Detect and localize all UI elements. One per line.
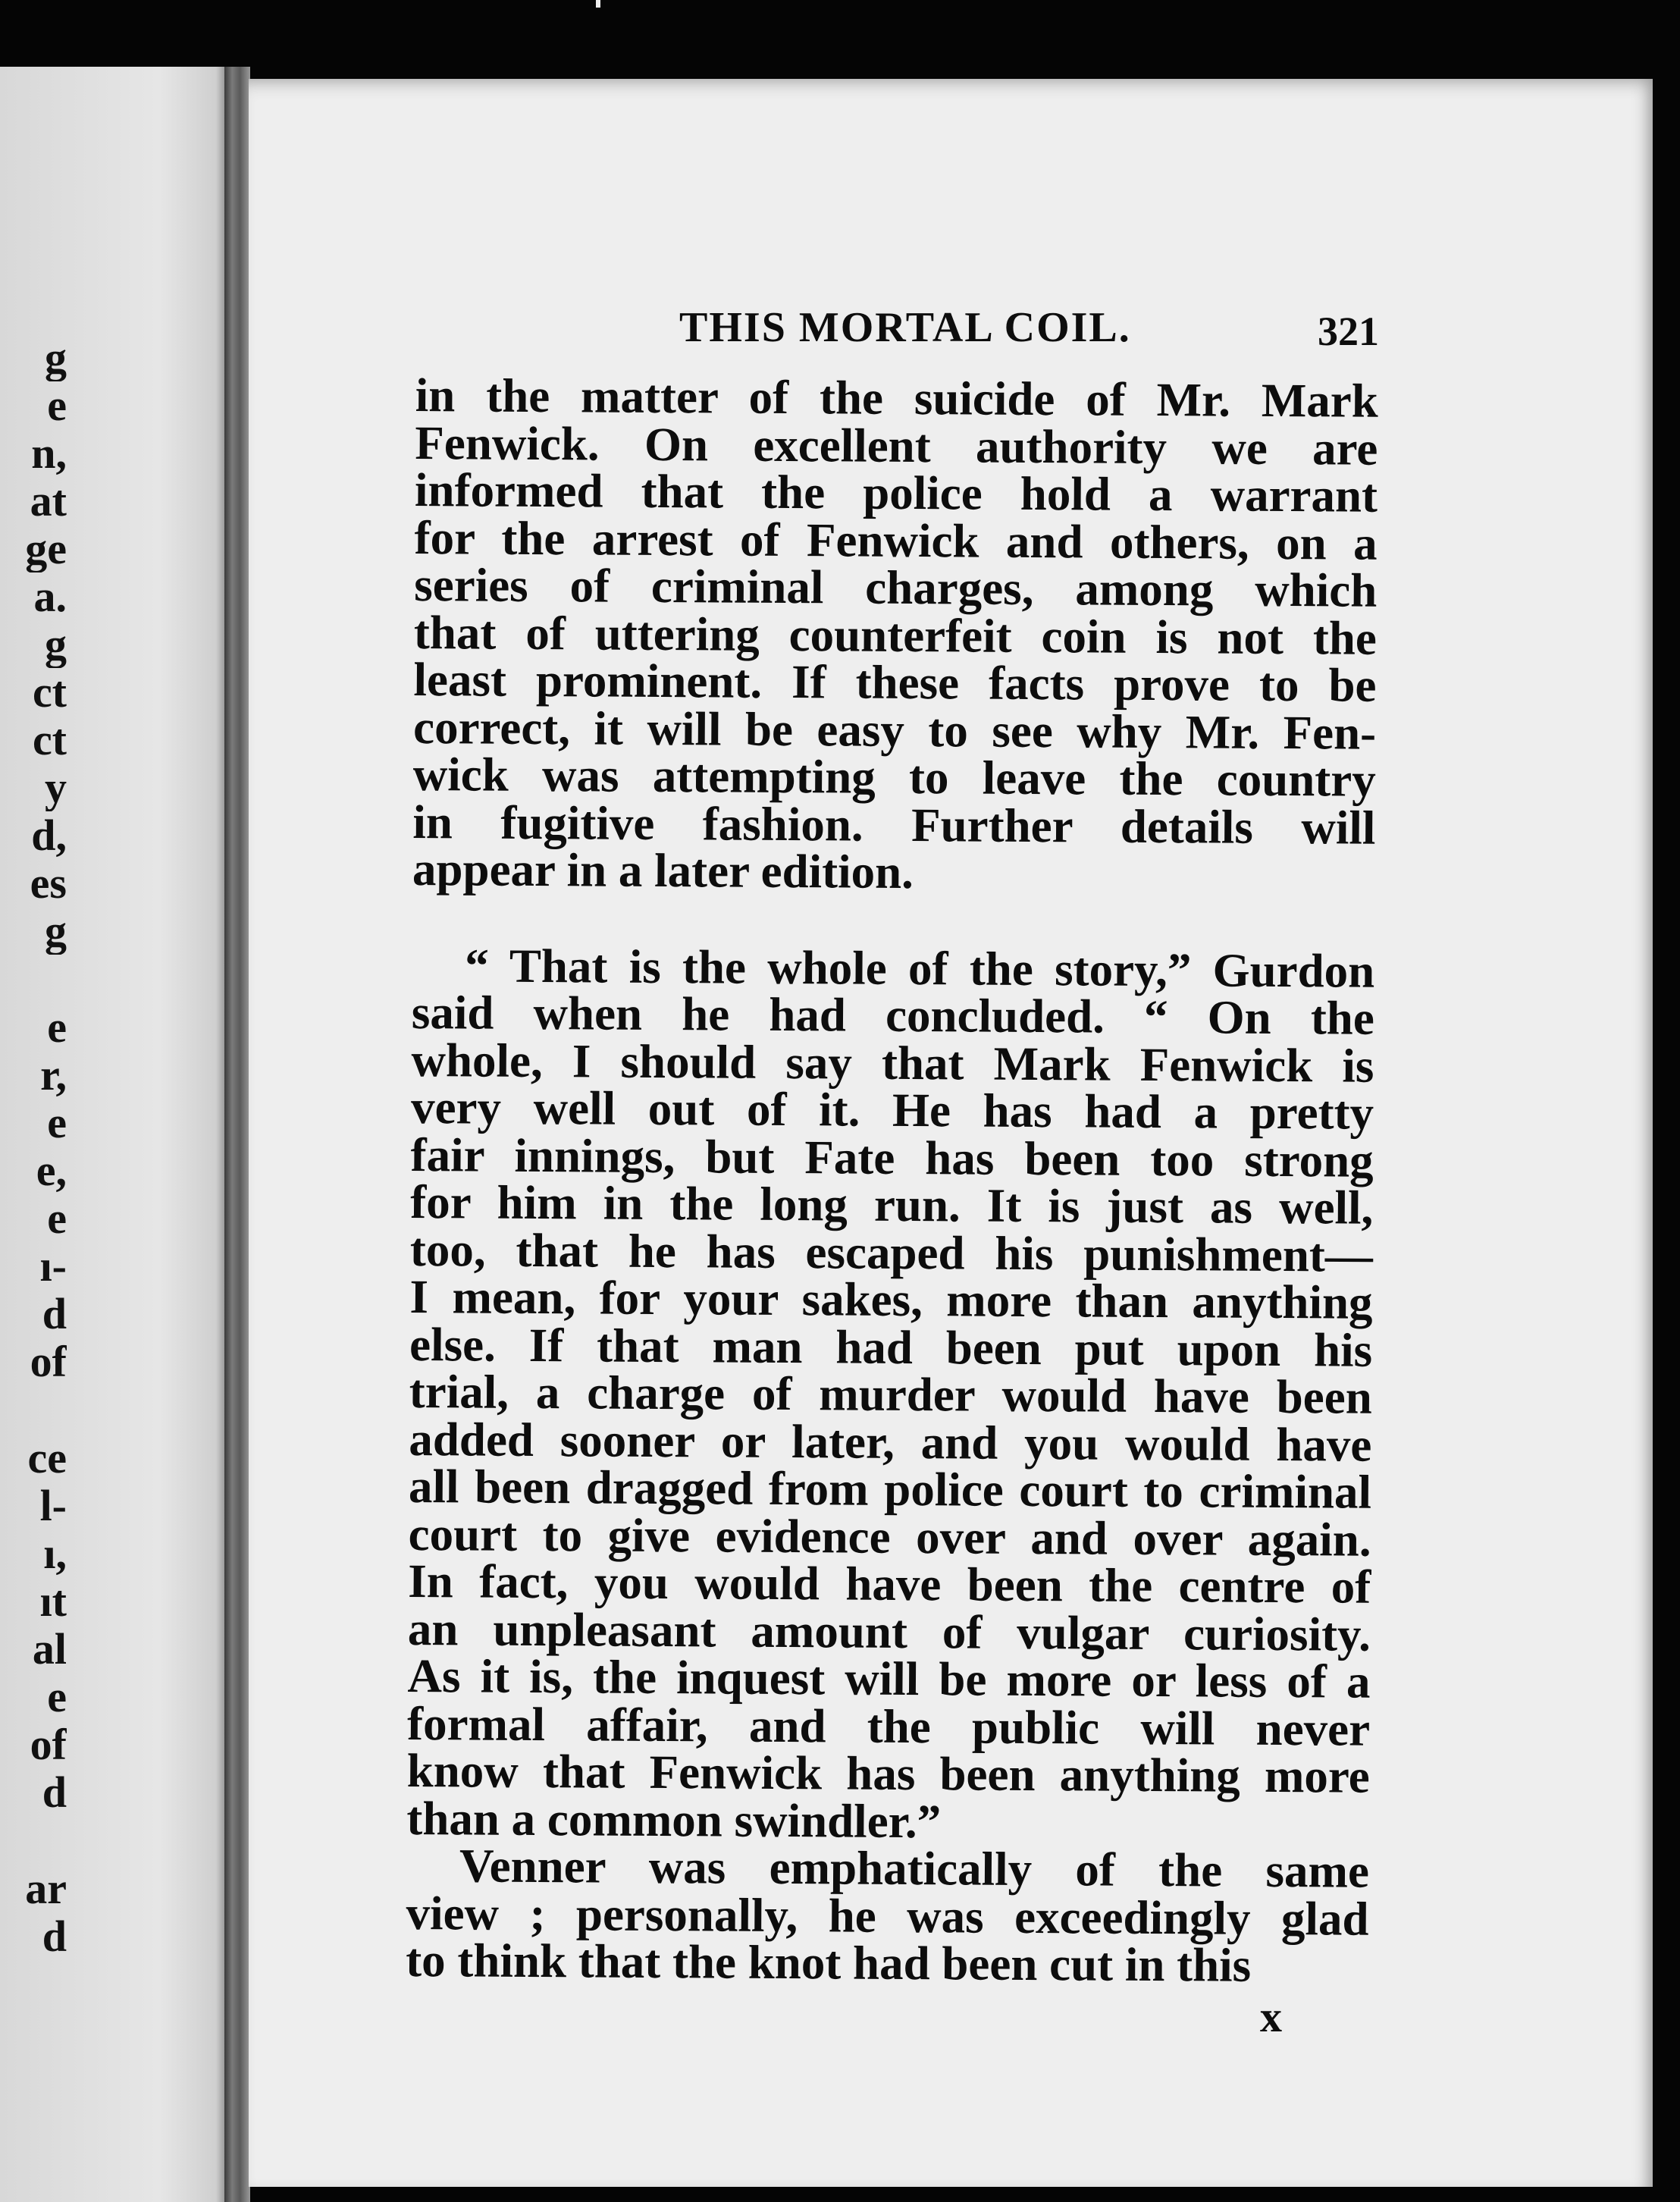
text-line: In fact, you would have been the centre of [408,1554,1371,1614]
left-page-fragment: of [30,1338,67,1385]
left-page-fragment: es [30,859,67,907]
running-head [425,303,1410,364]
text-line: else. If that man had been put upon his [409,1317,1373,1377]
text-line: fair innings, but Fate has been too strong [410,1128,1374,1187]
left-page-fragment: e [47,1673,67,1721]
text-line: for him in the long run. It is just as well, [410,1175,1374,1234]
text-line: for the arrest of Fenwick and others, on a [414,510,1378,570]
left-page-fragment: d [42,1912,67,1960]
text-line: court to give evidence over and over again. [408,1507,1371,1567]
left-page-fragment: at [30,477,67,525]
left-page-fragment: ı, [43,1529,67,1577]
left-page-fragment: r, [40,1051,67,1099]
page-number: 321 [1318,309,1379,354]
body-text [405,369,1379,1992]
book-gutter [224,67,250,2202]
left-page-fragment: of [30,1721,67,1768]
text-line: series of criminal charges, among which [414,557,1378,617]
left-page-fragment: g [45,907,67,955]
left-page-fragment: e [47,1003,67,1051]
text-line: trial, a charge of murder would have been [409,1364,1372,1424]
paragraph [412,369,1379,899]
left-page-fragment: y [45,764,67,811]
left-page-fragment: d [42,1768,67,1816]
left-page-fragment: e, [36,1146,67,1194]
text-line: informed that the police hold a warrant [414,463,1378,522]
text-line: all been dragged from police court to criminal [408,1459,1372,1519]
text-line: correct, it will be easy to see why Mr. Fen- [412,700,1377,760]
left-page-fragment: d [42,1290,67,1338]
text-line: to think that the knot had been cut in this [405,1933,1252,1992]
left-page-fragment [0,1816,67,1865]
text-line: very well out of it. He has had a pretty [410,1080,1374,1140]
text-line: least prominent. If these facts prove to be [413,652,1377,712]
left-page-fragment: g [45,334,67,381]
left-page-fragment: ct [32,668,67,716]
left-page-fragment: ct [32,716,67,764]
text-line: know that Fenwick has been anything more [406,1743,1370,1803]
signature-mark: x [1260,1992,1282,2041]
text-line: “ That is the whole of the story,” Gurdon [465,938,1375,998]
text-line: too, that he has escaped his punishment— [409,1222,1374,1282]
text-line: Fenwick. On excellent authority we are [415,416,1378,475]
text-line: appear in a later edition. [412,842,914,899]
left-page-fragment: a. [33,572,67,620]
left-page-fragment: ıt [39,1577,67,1625]
left-page-fragment: n, [31,429,67,477]
text-line: As it is, the inquest will be more or less of a [407,1648,1371,1708]
running-head-title: THIS MORTAL COIL. [679,304,1131,351]
paragraph [405,1839,1370,1992]
left-page-fragment: e [47,381,67,429]
text-line: whole, I should say that Mark Fenwick is [411,1033,1374,1093]
text-line: view ; personally, he was exceedingly glad [406,1886,1369,1946]
left-page-fragment: al [32,1625,67,1673]
text-line: that of uttering counterfeit coin is not the [413,605,1378,665]
left-page-fragment: l- [39,1482,67,1529]
text-line: in the matter of the suicide of Mr. Mark [415,369,1379,428]
text-line: than a common swindler.” [406,1791,942,1848]
left-page-fragment: e [47,1099,67,1146]
text-line: said when he had concluded. “ On the [411,985,1375,1045]
left-page-fragment [0,1385,67,1434]
left-page-fragment: d, [31,811,67,859]
left-page-fragment [0,955,67,1003]
text-line: formal affair, and the public will never [406,1696,1371,1756]
left-page-fragment: e [47,1194,67,1242]
text-line: I mean, for your sakes, more than anything [409,1269,1373,1329]
left-page-fragment: ce [27,1434,67,1482]
left-page-fragment: ge [25,525,67,572]
paragraph [406,938,1375,1848]
left-page-fragment: ar [25,1865,67,1912]
left-page-fragment: g [45,620,67,668]
left-page-fragment: ı- [39,1242,67,1290]
text-line: added sooner or later, and you would have [409,1412,1372,1472]
text-line: in fugitive fashion. Further details will [412,795,1376,855]
text-line: an unpleasant amount of vulgar curiosity. [407,1601,1371,1661]
scan-speck [596,0,600,8]
text-line: Venner was emphatically of the same [459,1839,1370,1898]
text-line: wick was attempting to leave the country [412,747,1376,807]
left-page-text-fragments [0,334,67,1960]
